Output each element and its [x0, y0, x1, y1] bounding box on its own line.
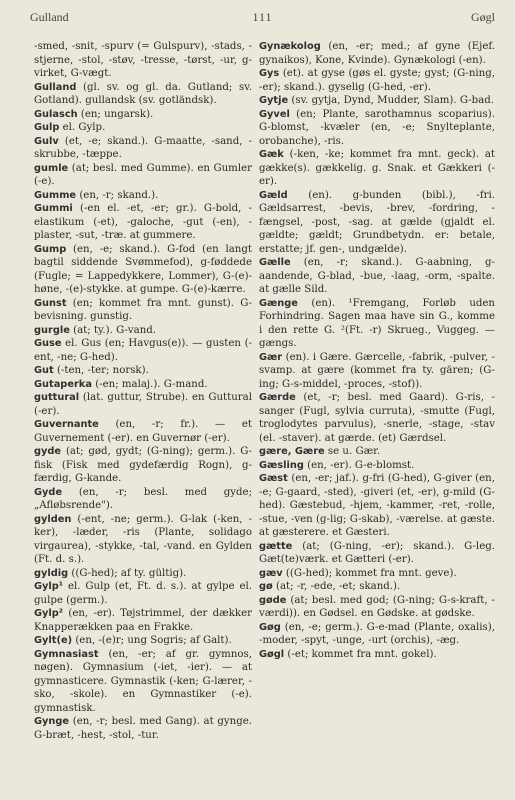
- entry-text: (en, -r; besl. med gyde; „Afløbsrende").: [34, 486, 252, 511]
- entry-text: (et). at gyse (gøs el. gyste; gyst; (G-ning, -er); skand.). gyselig (G-hed, -er).: [259, 68, 495, 93]
- dictionary-entry: [34, 513, 252, 567]
- entry-text: ((G-hed); kommet fra mnt. geve).: [285, 567, 457, 579]
- entry-text: (at; -r, -ede, -et; skand.).: [276, 581, 401, 592]
- entry-headword: Gær: [259, 351, 283, 363]
- dictionary-entry: [34, 108, 252, 122]
- dictionary-entry: [34, 337, 252, 364]
- dictionary-entry: [34, 445, 252, 486]
- entry-headword: gøde: [259, 594, 287, 606]
- entry-headword: Gylp²: [34, 608, 64, 619]
- entry-headword: Gærde: [259, 392, 296, 403]
- dictionary-entry: [34, 297, 252, 324]
- entry-headword: Gymnasiast: [34, 648, 99, 660]
- entry-headword: gø: [259, 581, 273, 592]
- entry-headword: Gylp¹: [34, 581, 64, 592]
- entry-headword: Gynækolog: [259, 41, 321, 52]
- entry-text: el. Gulp (et, Ft. d. s.). at gylpe el. gulpe (germ.).: [34, 581, 252, 606]
- dictionary-entry: [34, 202, 252, 243]
- entry-headword: Gump: [34, 243, 67, 255]
- dictionary-entry: [34, 324, 252, 338]
- dictionary-entry: [259, 148, 495, 189]
- dictionary-entry: [259, 567, 495, 581]
- dictionary-entry: [259, 459, 495, 473]
- dictionary-entry: [34, 378, 252, 392]
- entry-headword: guttural: [34, 392, 80, 403]
- header-left-guideword: Gulland: [30, 10, 69, 24]
- entry-text: (-ent, -ne; germ.). G-lak (-ken, -ker), -læder, -ris (Plante, solidago virgaurea), -stykke, -tal, -vand. en Gylden (Ft. d. s.).: [34, 513, 252, 565]
- entry-headword: Guse: [34, 338, 62, 349]
- entry-text: (en, -er). G-e-blomst.: [307, 459, 415, 471]
- entry-text: (at; (G-ning, -er); skand.). G-leg. Gæt(te)værk. et Gætteri (-er).: [259, 540, 495, 565]
- entry-text: (en; kommet fra mnt. gunst). G-bevisning. gunstig.: [34, 297, 253, 322]
- dictionary-entry: [34, 162, 252, 189]
- dictionary-entry: [259, 648, 495, 662]
- dictionary-entry: [259, 189, 495, 257]
- dictionary-entry: [259, 594, 495, 621]
- entry-headword: gumle: [34, 162, 69, 174]
- entry-text: (at; ty.). G-vand.: [73, 324, 157, 336]
- entry-headword: Gulv: [34, 135, 59, 147]
- entry-text: (en, -er; af gr. gymnos, nøgen). Gymnasium (-iet, -ier). — at gymnasticere. Gymnastik (-ken; G-lærer, -sko, -skole). en Gymnastiker (-e). gymnastisk.: [34, 648, 252, 714]
- entry-text: (en, -e; germ.). G-e-mad (Plante, oxalis), -moder, -spyt, -unge, -urt (orchis), -æg.: [259, 621, 495, 646]
- entry-headword: Gæk: [259, 149, 284, 160]
- dictionary-entry: [259, 621, 495, 648]
- dictionary-entry: [34, 715, 252, 742]
- entry-text: (sv. gytja, Dynd, Mudder, Slam). G-bad.: [291, 95, 494, 106]
- entry-headword: gylden: [34, 513, 72, 525]
- entry-text: (at; besl. med god; (G-ning; G-s-kraft, -værdi)). en Gødsel. en Gødske. at gødske.: [259, 594, 495, 619]
- header-right-guideword: Gøgl: [471, 10, 495, 24]
- dictionary-entry: [34, 648, 252, 716]
- entry-headword: Gæsling: [259, 459, 304, 471]
- entry-text: (-et; kommet fra mnt. gokel).: [287, 648, 437, 660]
- entry-headword: Gæst: [259, 473, 288, 484]
- page-header: [30, 10, 495, 26]
- entry-text: (en, -e; skand.). G-fod (en langt bagtil siddende Svømmefod), g-føddede (Fugle; = Lappedykkere, Lommer), G-(e)-høne, -(e)-stykke. at gumpe. G-(e)-kærre.: [34, 243, 252, 295]
- dictionary-entry: [34, 40, 252, 81]
- entry-headword: Gulp: [34, 122, 60, 133]
- dictionary-entry: [34, 486, 252, 513]
- dictionary-entry: [259, 391, 495, 445]
- dictionary-entry: [34, 135, 252, 162]
- entry-headword: gyde: [34, 446, 62, 457]
- entry-headword: Gænge: [259, 297, 298, 309]
- entry-text: el. Gus (en; Havgus(e)). — gusten (-ent, -ne; G-hed).: [34, 338, 252, 363]
- entry-headword: Gytje: [259, 95, 289, 106]
- entry-headword: Gynge: [34, 716, 70, 727]
- entry-headword: Guvernante: [34, 419, 99, 430]
- dictionary-entry: [34, 189, 252, 203]
- entry-headword: Gæld: [259, 189, 288, 201]
- entry-text: (en). g-bunden (bibl.), -fri. Gældsarrest, -bevis, -brev, -fordring, -fængsel, -post, -sag. at gælde (gjaldt el. gældte; gældt; Grundbetydn. er: betale, erstatte; jf. gen-, undgælde).: [259, 189, 495, 255]
- entry-headword: Gumme: [34, 189, 77, 201]
- entry-headword: gære, Gære: [259, 446, 325, 457]
- entry-text: (et, -e; skand.). G-maatte, -sand, -skrubbe, -tæppe.: [34, 135, 252, 160]
- entry-text: (en, -er; jaf.). g-fri (G-hed), G-giver (en, -e; G-gaard, -sted), -giveri (et, -er), g-mild (G-hed). Gæstebud, -hjem, -kammer, -ret, -rolle, -stue, -ven (g-lig; G-skab), -værelse. at gæste. at gæsterere. et Gæsteri.: [259, 473, 495, 538]
- dictionary-entry: [34, 567, 252, 581]
- entry-text: el. Gylp.: [62, 122, 106, 133]
- entry-text: (et, -r; besl. med Gaard). G-ris, -sanger (Fugl, sylvia curruta), -smutte (Fugl, troglodytes parvulus), -snerle, -stage, -stav (el. -staver). at gærde. (et) Gærdsel.: [259, 392, 495, 444]
- entry-text: ((G-hed); af ty. gültig).: [71, 567, 187, 579]
- entry-headword: Gunst: [34, 297, 67, 309]
- entry-text: (en). ¹Fremgang, Forløb uden Forhindring. Sagen maa have sin G., komme i den rette G. ²(Ft. -r) Skrueg., Vuggeg. — gængs.: [259, 297, 495, 349]
- dictionary-entry: [259, 580, 495, 594]
- entry-text: (en, -r; besl. med Gang). at gynge. G-bræt, -hest, -stol, -tur.: [34, 716, 252, 741]
- entry-headword: Gøgl: [259, 648, 285, 660]
- entry-text: (gl. sv. og gl. da. Gutland; sv. Gotland). gullandsk (sv. gotländsk).: [34, 81, 252, 106]
- entry-headword: gæv: [259, 567, 283, 579]
- entry-headword: Gummi: [34, 203, 73, 214]
- entry-headword: Gyvel: [259, 108, 290, 120]
- dictionary-entry: [259, 472, 495, 540]
- entry-headword: Gyde: [34, 486, 63, 498]
- dictionary-entry: [34, 418, 252, 445]
- entry-headword: Gulasch: [34, 108, 78, 120]
- entry-headword: Gøg: [259, 621, 281, 633]
- entry-text: -smed, -snit, -spurv (= Gulspurv), -stads, -stjerne, -stol, -støv, -tresse, -tørst, -ur, g-virket, G-vægt.: [34, 41, 252, 79]
- entry-text: (en). i Gære. Gærcelle, -fabrik, -pulver, -svamp. at gære (kommet fra ty. gären; (G-ing; G-s-middel, -proces, -stof)).: [259, 351, 495, 390]
- entry-text: (en; Plante, sarothamnus scoparius). G-blomst, -kvæler (en, -e; Snylteplante, orobanche), -ris.: [259, 108, 495, 147]
- entry-text: (en, -er; med.; af gyne (Ejef. gynaikos), Kone, Kvinde). Gynækologi (-en).: [259, 41, 495, 66]
- dictionary-entry: [34, 121, 252, 135]
- entry-text: (en, -r; fr.). — et Guvernement (-er). en Guvernør (-er).: [34, 419, 252, 444]
- entry-text: (lat. guttur, Strube). en Guttural (-er).: [34, 392, 252, 417]
- entry-headword: gætte: [259, 540, 293, 552]
- entry-headword: gyldig: [34, 567, 69, 579]
- entry-text: (-en; malaj.). G-mand.: [95, 378, 208, 390]
- entry-text: (en; ungarsk).: [80, 108, 154, 120]
- entry-text: (at; gød, gydt; (G-ning); germ.). G-fisk (Fisk med gydefærdig Rogn), g-færdig, G-kande.: [34, 446, 253, 484]
- dictionary-entry: [259, 67, 495, 94]
- dictionary-entry: [34, 580, 252, 607]
- entry-text: se u. Gær.: [327, 446, 381, 457]
- entry-text: (en, -er). Tøjstrimmel, der dækker Knapperækken paa en Frakke.: [34, 608, 252, 633]
- page-number: 111: [252, 10, 273, 24]
- dictionary-entry: [259, 297, 495, 351]
- entry-text: (en, -(e)r; ung Sogris; af Galt).: [75, 635, 232, 646]
- dictionary-entry: [34, 364, 252, 378]
- entry-text: (en, -r; skand.). G-aabning, g-aandende, G-blad, -bue, -laag, -orm, -spalte. at gælle Sild.: [259, 257, 495, 295]
- dictionary-entry: [34, 243, 252, 297]
- dictionary-entry: [259, 40, 495, 67]
- entry-headword: gurgle: [34, 324, 70, 336]
- entry-headword: Gys: [259, 68, 280, 79]
- dictionary-entry: [259, 256, 495, 297]
- dictionary-entry: [34, 391, 252, 418]
- entry-headword: Gulland: [34, 81, 77, 93]
- dictionary-entry: [259, 445, 495, 459]
- entry-text: (-ken, -ke; kommet fra mnt. geck). at gække(s). gækkelig. g. Snak. et Gækkeri (-er).: [259, 149, 495, 187]
- entry-text: (at; besl. med Gumme). en Gumler (-e).: [34, 162, 252, 187]
- entry-headword: Gylt(e): [34, 635, 73, 646]
- dictionary-entry: [34, 607, 252, 634]
- entry-text: (en, -r; skand.).: [79, 189, 159, 201]
- entry-headword: Gut: [34, 365, 54, 376]
- dictionary-entry: [259, 94, 495, 108]
- dictionary-entry: [34, 634, 252, 648]
- entry-headword: Gælle: [259, 257, 291, 268]
- dictionary-entry: [259, 108, 495, 149]
- entry-text: (-en el. -et, -er; gr.). G-bold, -elastikum (-et), -galoche, -gut (-en), -plaster, -sut, -træ. at gummere.: [34, 203, 252, 241]
- dictionary-entry: [259, 351, 495, 392]
- right-column: [259, 40, 495, 661]
- dictionary-entry: [34, 81, 252, 108]
- entry-headword: Gutaperka: [34, 378, 92, 390]
- left-column: [34, 40, 252, 742]
- entry-text: (-ten, -ter; norsk).: [56, 365, 149, 376]
- dictionary-entry: [259, 540, 495, 567]
